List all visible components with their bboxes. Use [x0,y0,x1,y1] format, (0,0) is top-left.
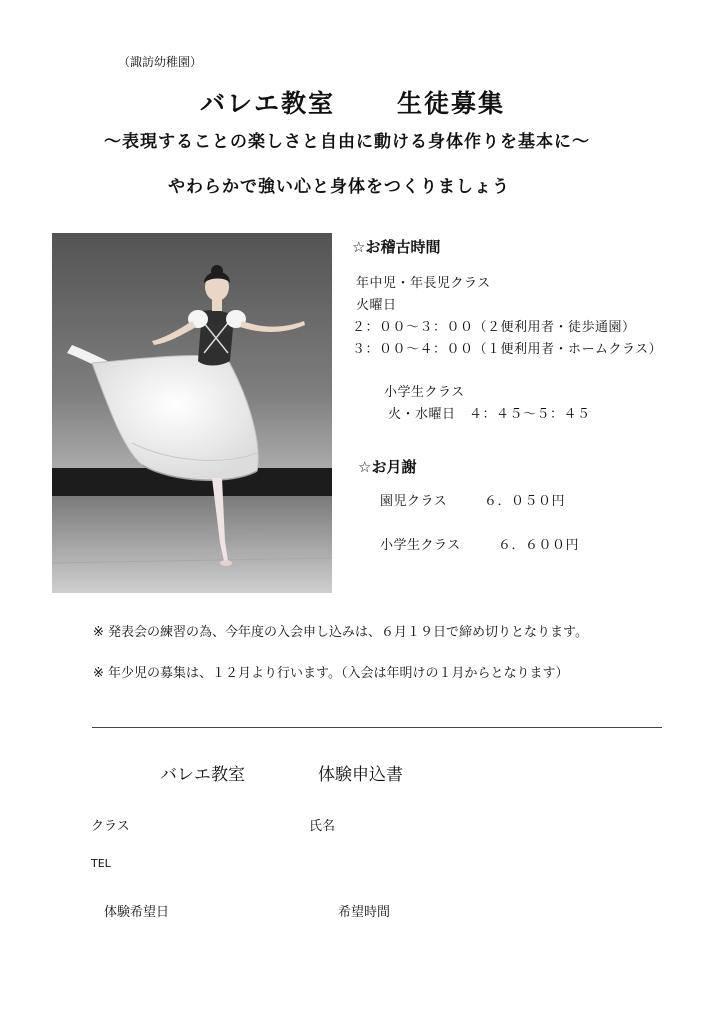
note-deadline: ※ 発表会の練習の為、今年度の入会申し込みは、６月１９日で締め切りとなります。 [93,625,588,640]
page-subtitle: ～表現することの楽しさと自由に動ける身体作りを基本に～ [104,132,590,152]
elementary-class-label: 小学生クラス [384,385,465,400]
ballerina-photo [52,233,332,593]
class-field-label: クラス [91,819,130,834]
fees-heading: ☆お月謝 [358,458,417,476]
fee-value: ６．０５０円 [484,494,566,509]
fee-value: ６．６００円 [498,538,580,553]
organization-name: （諏訪幼稚園） [118,55,203,69]
kinder-class-time-1: ２：００～３：００（２便利用者・徒歩通園） [352,320,636,335]
form-subtitle: 体験申込書 [318,765,403,785]
fee-label: 園児クラス [380,494,448,509]
trial-date-field-label: 体験希望日 [104,905,170,920]
schedule-heading: ☆お稽古時間 [352,238,441,256]
fee-label: 小学生クラス [380,538,461,553]
tel-field-label: TEL [91,857,111,870]
name-field-label: 氏名 [309,819,336,834]
kinder-class-label: 年中児・年長児クラス [356,276,491,291]
form-title: バレエ教室 [160,765,245,785]
preferred-time-field-label: 希望時間 [338,905,391,920]
kinder-class-day: 火曜日 [356,298,397,313]
note-youngest-class: ※ 年少児の募集は、１２月より行います。（入会は年明けの１月からとなります） [93,666,569,681]
elementary-class-time: 火・水曜日 ４：４５～５：４５ [388,407,591,422]
title-left: バレエ教室 [200,89,336,118]
title-right: 生徒募集 [397,89,506,118]
kinder-class-time-2: ３：００～４：００（１便利用者・ホームクラス） [352,342,663,357]
page-tagline: やわらかで強い心と身体をつくりましょう [168,177,510,197]
cut-line-divider [92,727,662,728]
page-title [200,84,505,120]
